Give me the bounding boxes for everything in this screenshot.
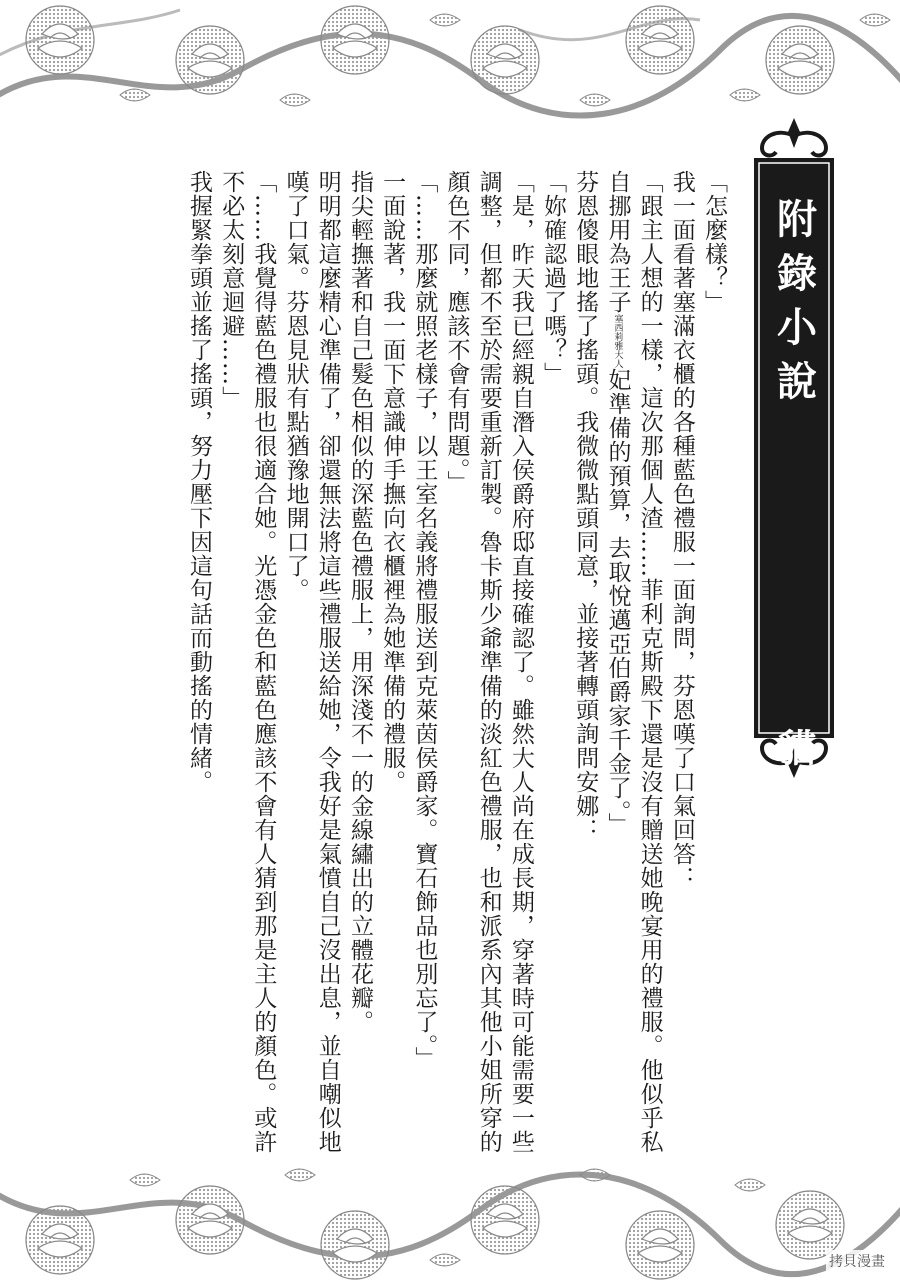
author-name: 貓田 <box>771 728 817 820</box>
paragraph: 「……那麼就照老樣子，以王室名義將禮服送到克萊茵侯爵家。寶石飾品也別忘了。」 <box>411 170 438 1071</box>
paragraph: 「妳確認過了嗎？」 <box>540 170 567 386</box>
ruby-annotation <box>604 314 630 368</box>
paragraph: 「怎麼樣？」 <box>701 170 727 314</box>
paragraph: 明明都這麼精心準備了，卻還無法將這些禮服送給她，令我好是氣憤自己沒出息，並自嘲似地嘆了口氣。芬恩見狀有點猶豫地開口了。 <box>282 170 341 1154</box>
paragraph: 指尖輕撫著和自己髮色相似的深藍色禮服上，用深淺不一的金線繡出的立體花瓣。 <box>346 170 373 1034</box>
page-title: 附錄小說 <box>770 198 818 414</box>
paragraph: 我握緊拳頭並搖了搖頭，努力壓下因這句話而動搖的情緒。 <box>186 170 212 794</box>
paragraph: 我一面看著塞滿衣櫃的各種藍色禮服一面詢問，芬恩嘆了口氣回答： <box>668 170 695 890</box>
paragraph-text: 妃準備的預算，去取悅邁亞伯爵家千金了。」 <box>604 368 631 837</box>
watermark-label: 拷貝漫畫 <box>826 1250 888 1272</box>
floral-border-top <box>0 0 900 130</box>
ruby-gloss: 塞西莉雅大人 <box>612 314 623 368</box>
paragraph: 「……我覺得藍色禮服也很適合她。光憑金色和藍色應該不會有人猜到那是主人的顏色。或許不必太刻意迴避……」 <box>218 170 277 1154</box>
title-plaque <box>748 118 840 820</box>
story-text <box>150 170 730 1170</box>
paragraph-with-ruby <box>601 170 665 1170</box>
paragraph: 一面說著，我一面下意識伸手撫向衣櫃裡為她準備的禮服。 <box>379 170 406 794</box>
paragraph-text: 「跟主人想的一樣，這次那個人渣……菲利克斯殿下還是沒有贈送她晚宴用的禮服。他似乎私自挪用為王子 <box>604 170 663 1154</box>
paragraph: 芬恩傻眼地搖了搖頭。我微微點頭同意，並接著轉頭詢問安娜： <box>572 170 599 842</box>
paragraph: 「是，昨天我已經親自潛入侯爵府邸直接確認了。雖然大人尚在成長期，穿著時可能需要一些調整，但都不至於需要重新訂製。魯卡斯少爺準備的淡紅色禮服，也和派系內其他小姐所穿的顏色不同，應該不會有問題。」 <box>443 170 534 1154</box>
rose-vine-icon <box>0 0 900 130</box>
